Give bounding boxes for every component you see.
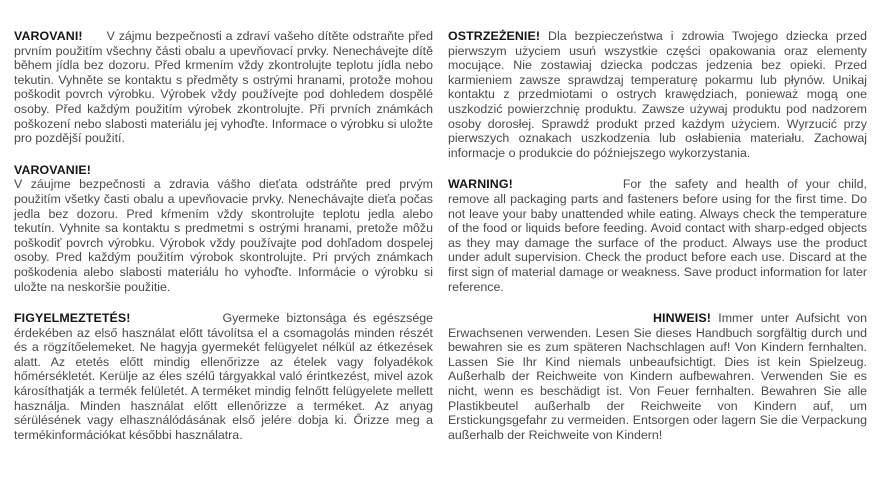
warning-section-german — [448, 311, 867, 442]
section-body-english: For the safety and health of your child, remove all packaging parts and fasteners before using for the first time. Do not leave your baby unattended while eating. Always check the temperature of the food or liquids before feeding. Avoid contact with sharp-edged objects as they may damage the surface of the product. Always use the product under adult supervision. Check the product before each use. Discard at the first sign of material damage or weakness. Save product information for later reference. — [448, 177, 867, 294]
heading-gap — [130, 321, 222, 322]
warning-section-slovak — [14, 163, 433, 294]
warning-section-polish — [448, 29, 867, 160]
heading-gap — [513, 187, 623, 188]
heading-gap — [83, 39, 107, 40]
section-heading-english: WARNING! — [448, 177, 513, 192]
section-heading-hungarian: FIGYELMEZTETÉS! — [14, 311, 131, 326]
warning-section-english — [448, 177, 867, 294]
section-heading-czech: VAROVANI! — [14, 29, 83, 43]
section-body-slovak: V záujme bezpečnosti a zdravia vášho dieťata odstráňte pred prvým použitím všetky časti obalu a upevňovacie prvky. Nenechávajte dieťa počas jedla bez dozoru. Pred kŕmením vždy skontrolujte teplotu jedla alebo tekutín. Vyhnite sa kontaktu s predmetmi s ostrými hranami, pretože môžu poškodiť povrch výrobku. Výrobok vždy používajte pod dohľadom dospelej osoby. Pred každým použitím výrobok skontrolujte. Pri prvých známkach poškodenia alebo slabosti materiálu ho vyhoďte. Informácie o výrobku si uložte na neskoršie použitie. — [14, 177, 433, 294]
section-heading-slovak: VAROVANIE! — [14, 162, 91, 177]
section-body-hungarian: Gyermeke biztonsága és egészsége érdekében az első használat előtt távolítsa el a csomagolás minden részét és a rögzítőelemeket. Ne hagyja gyermekét felügyelet nélkül az étkezések alatt. Az etetés előtt mindig ellenőrizze az ételek vagy folyadékok hőmérsékletét. Kerülje az éles szélű tárgyakkal való érintkezést, mivel azok károsíthatják a termék felületét. A terméket mindig felnőtt felügyelete mellett használja. Minden használat előtt ellenőrizze a terméket. Az anyag sérülésének vagy elhasználódásának első jelére dobja ki. Őrizze meg a termékinformációkat későbbi használatra. — [14, 311, 433, 442]
left-column — [14, 29, 433, 442]
warning-section-czech — [14, 29, 433, 146]
section-body-polish: Dla bezpieczeństwa i zdrowia Twojego dziecka przed pierwszym użyciem usuń wszystkie części opakowania oraz elementy mocujące. Nie zostawiaj dziecka podczas jedzenia bez opieki. Przed karmieniem zawsze sprawdzaj temperaturę pokarmu lub płynów. Unikaj kontaktu z przedmiotami o ostrych krawędziach, ponieważ mogą one uszkodzić powierzchnię produktu. Zawsze używaj produktu pod nadzorem osoby dorosłej. Sprawdź produkt przed każdym użyciem. Wyrzucić przy pierwszych oznakach uszkodzenia lub osłabienia materiału. Zachowaj informacje o produkcie do późniejszego wykorzystania. — [448, 29, 867, 160]
warning-section-hungarian — [14, 311, 433, 442]
section-body-czech: V zájmu bezpečnosti a zdraví vašeho dítěte odstraňte před prvním použitím všechny části obalu a upevňovací prvky. Nenechávejte dítě během jídla bez dozoru. Před krmením vždy zkontrolujte teplotu jídla nebo tekutin. Vyhněte se kontaktu s předměty s ostrými hranami, protože mohou poškodit povrch výrobku. Výrobek vždy používejte pod dohledem dospělé osoby. Před každým použitím výrobek zkontrolujte. Při prvních známkách poškození nebo slabosti materiálu jej vyhoďte. Informace o výrobku si uložte pro pozdější použití. — [14, 29, 433, 146]
right-column — [448, 29, 867, 442]
section-heading-german: HINWEIS! — [653, 311, 711, 326]
section-body-german: Immer unter Aufsicht von Erwachsenen verwenden. Lesen Sie dieses Handbuch sorgfältig durch und bewahren sie es zum späteren Nachschlagen auf! Von Kindern fernhalten. Lassen Sie Ihr Kind niemals unbeaufsichtigt. Dies ist kein Spielzeug. Außerhalb der Reichweite von Kindern aufbewahren. Verwenden Sie es nicht, wenn es beschädigt ist. Von Feuer fernhalten. Bewahren Sie alle Plastikbeutel außerhalb der Reichweite von Kindern auf, um Erstickungsgefahr zu vermeiden. Entsorgen oder lagern Sie die Verpackung außerhalb der Reichweite von Kindern! — [448, 311, 867, 442]
section-heading-polish: OSTRZEŻENIE! — [448, 29, 541, 43]
